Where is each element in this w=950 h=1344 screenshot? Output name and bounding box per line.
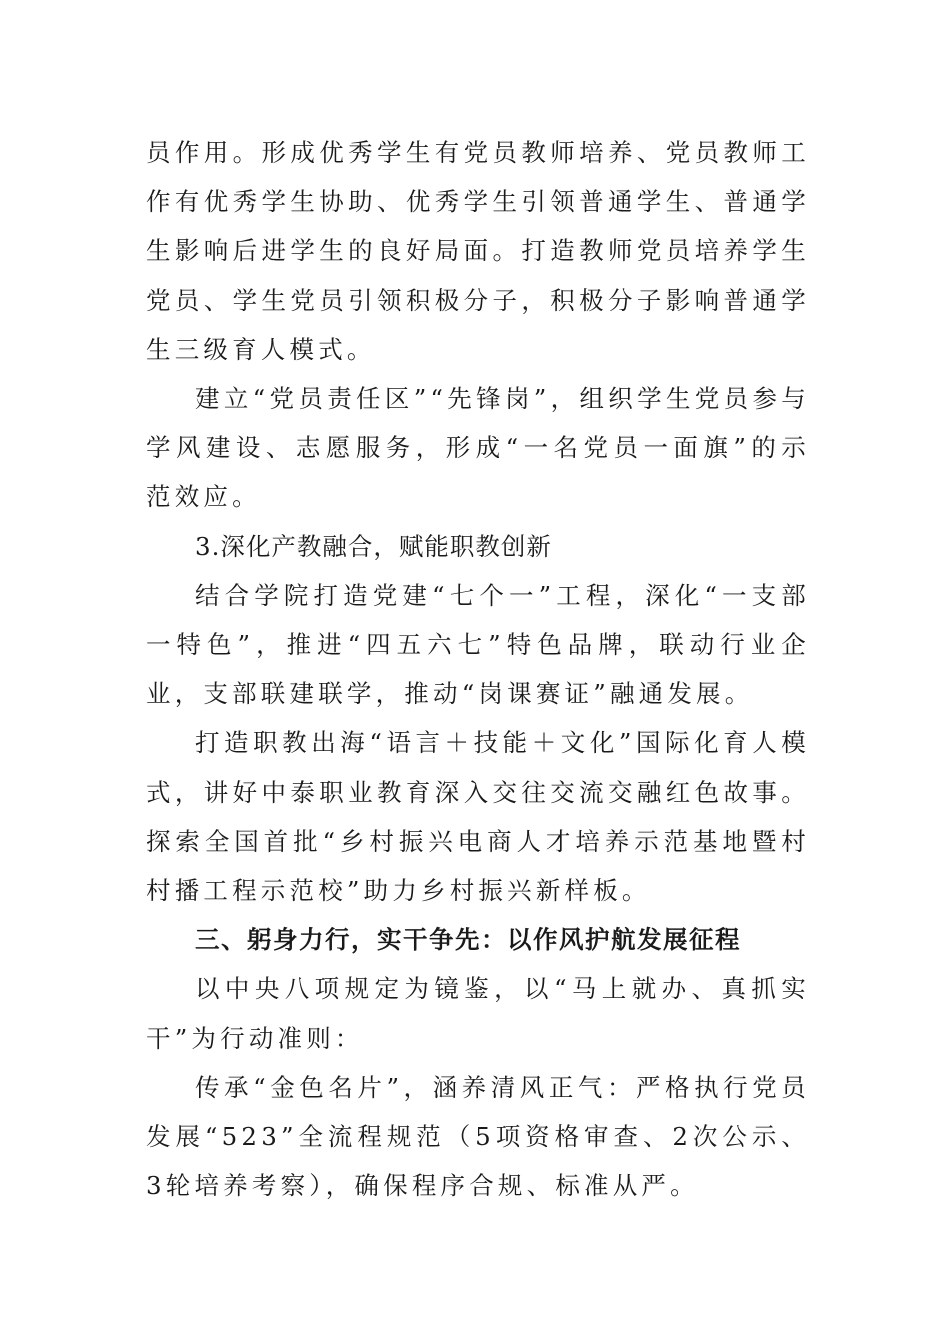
paragraph-party-responsibility-zone: 建立“党员责任区”“先锋岗”，组织学生党员参与学风建设、志愿服务，形成“一名党员一面旗”的示范效应。 (146, 384, 810, 512)
paragraph-continuation: 员作用。形成优秀学生有党员教师培养、党员教师工作有优秀学生协助、优秀学生引领普通学生、普通学生影响后进学生的良好局面。打造教师党员培养学生党员、学生党员引领积极分子，积极分子影响普通学生三级育人模式。 (146, 138, 810, 364)
paragraph-vocational-abroad: 打造职教出海“语言＋技能＋文化”国际化育人模式，讲好中泰职业教育深入交往交流交融红色故事。探索全国首批“乡村振兴电商人才培养示范基地暨村村播工程示范校”助力乡村振兴新样板。 (146, 728, 810, 906)
subheading-industry-education: 3.深化产教融合，赋能职教创新 (195, 531, 552, 561)
paragraph-eight-rules: 以中央八项规定为镜鉴，以“马上就办、真抓实干”为行动准则： (146, 974, 810, 1053)
body-text (146, 128, 810, 1210)
section-heading-three: 三、躬身力行，实干争先：以作风护航发展征程 (195, 925, 741, 955)
paragraph-golden-card: 传承“金色名片”，涵养清风正气：严格执行党员发展“523”全流程规范（5项资格审查、2次公示、3轮培养考察），确保程序合规、标准从严。 (146, 1072, 810, 1201)
paragraph-seven-ones-project: 结合学院打造党建“七个一”工程，深化“一支部一特色”，推进“四五六七”特色品牌，联动行业企业，支部联建联学，推动“岗课赛证”融通发展。 (146, 580, 810, 709)
